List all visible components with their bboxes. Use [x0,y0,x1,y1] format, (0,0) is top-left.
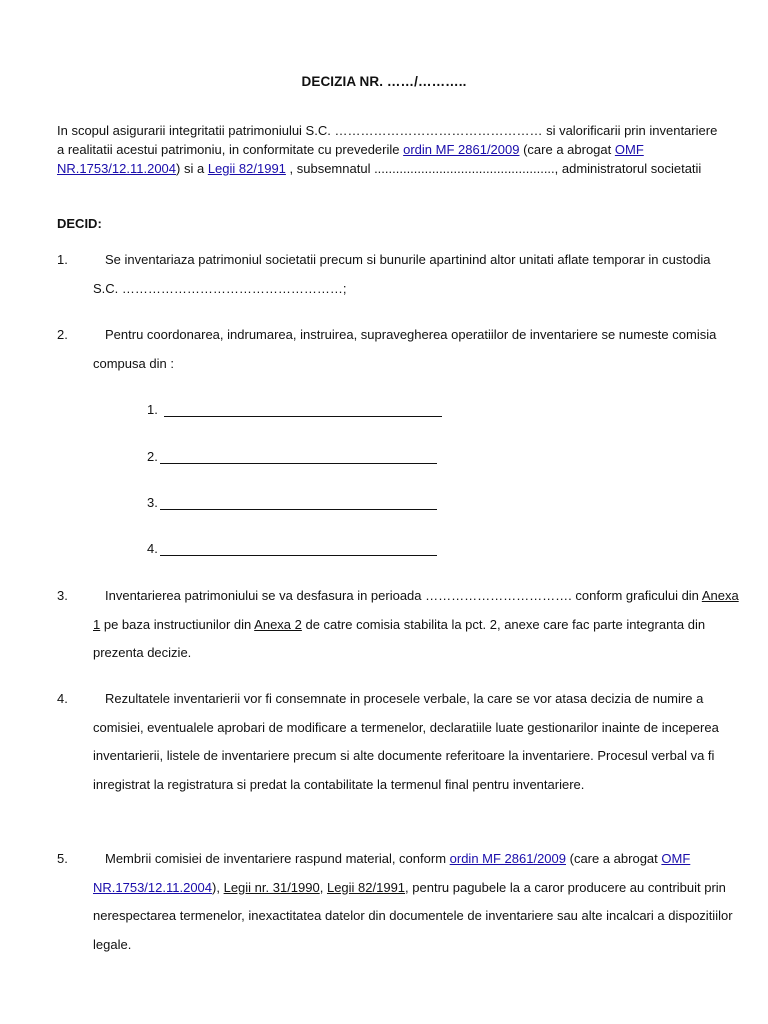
signature-blank-1[interactable] [164,404,442,417]
legea-31-link[interactable]: Legii nr. 31/1990 [223,879,320,895]
intro-text-3: ) si a [176,161,208,176]
anexa-1-link[interactable]: Anexa 1 [93,588,739,632]
member-line-2 [147,449,437,464]
decid-heading: DECID: [57,216,102,231]
member-number-2: 2. [147,449,158,464]
item-2-number: 2. [57,327,68,342]
link-omf[interactable]: OMF NR.1753/12.11.2004 [57,142,644,176]
member-number-1: 1. [147,402,158,417]
signature-blank-4[interactable] [160,543,437,556]
member-line-1 [147,402,442,417]
item-5 [57,845,739,959]
item-4-number: 4. [57,691,68,706]
member-number-4: 4. [147,541,158,556]
item-1 [57,246,739,303]
item-4 [57,685,739,799]
item-4-text: Rezultatele inventarierii vor fi consemnate in procesele verbale, la care se vor atasa decizia de numire a comisiei, eventualele aprobari de modificare a termenelor, declaratiile luate gestionarilor inainte de inceperea inventarierii, listele de inventariere precum si alte documente referitoare la inventariere. Procesul verbal va fi inregistrat la registratura si predat la contabilitate la termenul final pentru inventariere. [93,691,719,792]
intro-text-2: (care a abrogat [519,142,615,157]
item-3-number: 3. [57,588,68,603]
item-5-text-1: Membrii comisiei de inventariere raspund material, conform [105,851,450,866]
member-line-3 [147,495,437,510]
item-5-text-2: (care a abrogat [566,851,662,866]
item-1-text: Se inventariaza patrimoniul societatii precum si bunurile apartinind altor unitati aflate temporar in custodia S.C. ……………………………………………; [93,252,711,296]
link-ordin-mf[interactable]: ordin MF 2861/2009 [403,142,520,157]
item-3-text-2: pe baza instructiunilor din [100,616,255,632]
link-legea-82[interactable]: Legii 82/1991 [207,161,286,176]
link-omf-2[interactable]: OMF NR.1753/12.11.2004 [93,851,691,895]
signature-blank-2[interactable] [160,451,437,464]
intro-text-1: In scopul asigurarii integritatii patrimoniului S.C. ………………………………………… si valorificarii prin inventariere a realitatii acestui patrimoniu, in conformitate cu prevederile [57,123,718,157]
item-5-number: 5. [57,851,68,866]
link-ordin-mf-2[interactable]: ordin MF 2861/2009 [449,851,566,866]
item-3-text-1: Inventarierea patrimoniului se va desfasura in perioada ……………………………. conform graficului din [105,588,702,603]
decision-title: DECIZIA NR. ……/……….. [301,74,467,89]
member-number-3: 3. [147,495,158,510]
item-5-text-5: , pentru pagubele la a caror producere au contribuit prin nerespectarea termenelor, inexactitatea datelor din documentele de inventariere sau alte incalcari a dispozitiilor legale. [93,879,733,952]
item-5-text-3: ), [212,879,224,895]
item-3-text-3: de catre comisia stabilita la pct. 2, anexe care fac parte integranta din prezenta decizie. [93,616,706,661]
item-1-number: 1. [57,252,68,267]
legea-82-link[interactable]: Legii 82/1991 [326,879,406,895]
anexa-2-link[interactable]: Anexa 2 [254,616,302,632]
item-5-text-4: , [319,879,327,895]
item-2 [57,321,739,378]
intro-text-4: , subsemnatul .................................................., administratorul societatii [285,161,702,176]
signature-blank-3[interactable] [160,497,437,510]
member-line-4 [147,541,437,556]
item-3 [57,582,739,668]
intro-paragraph [57,121,727,178]
item-2-text: Pentru coordonarea, indrumarea, instruirea, supravegherea operatiilor de inventariere se numeste comisia compusa din : [93,327,717,371]
